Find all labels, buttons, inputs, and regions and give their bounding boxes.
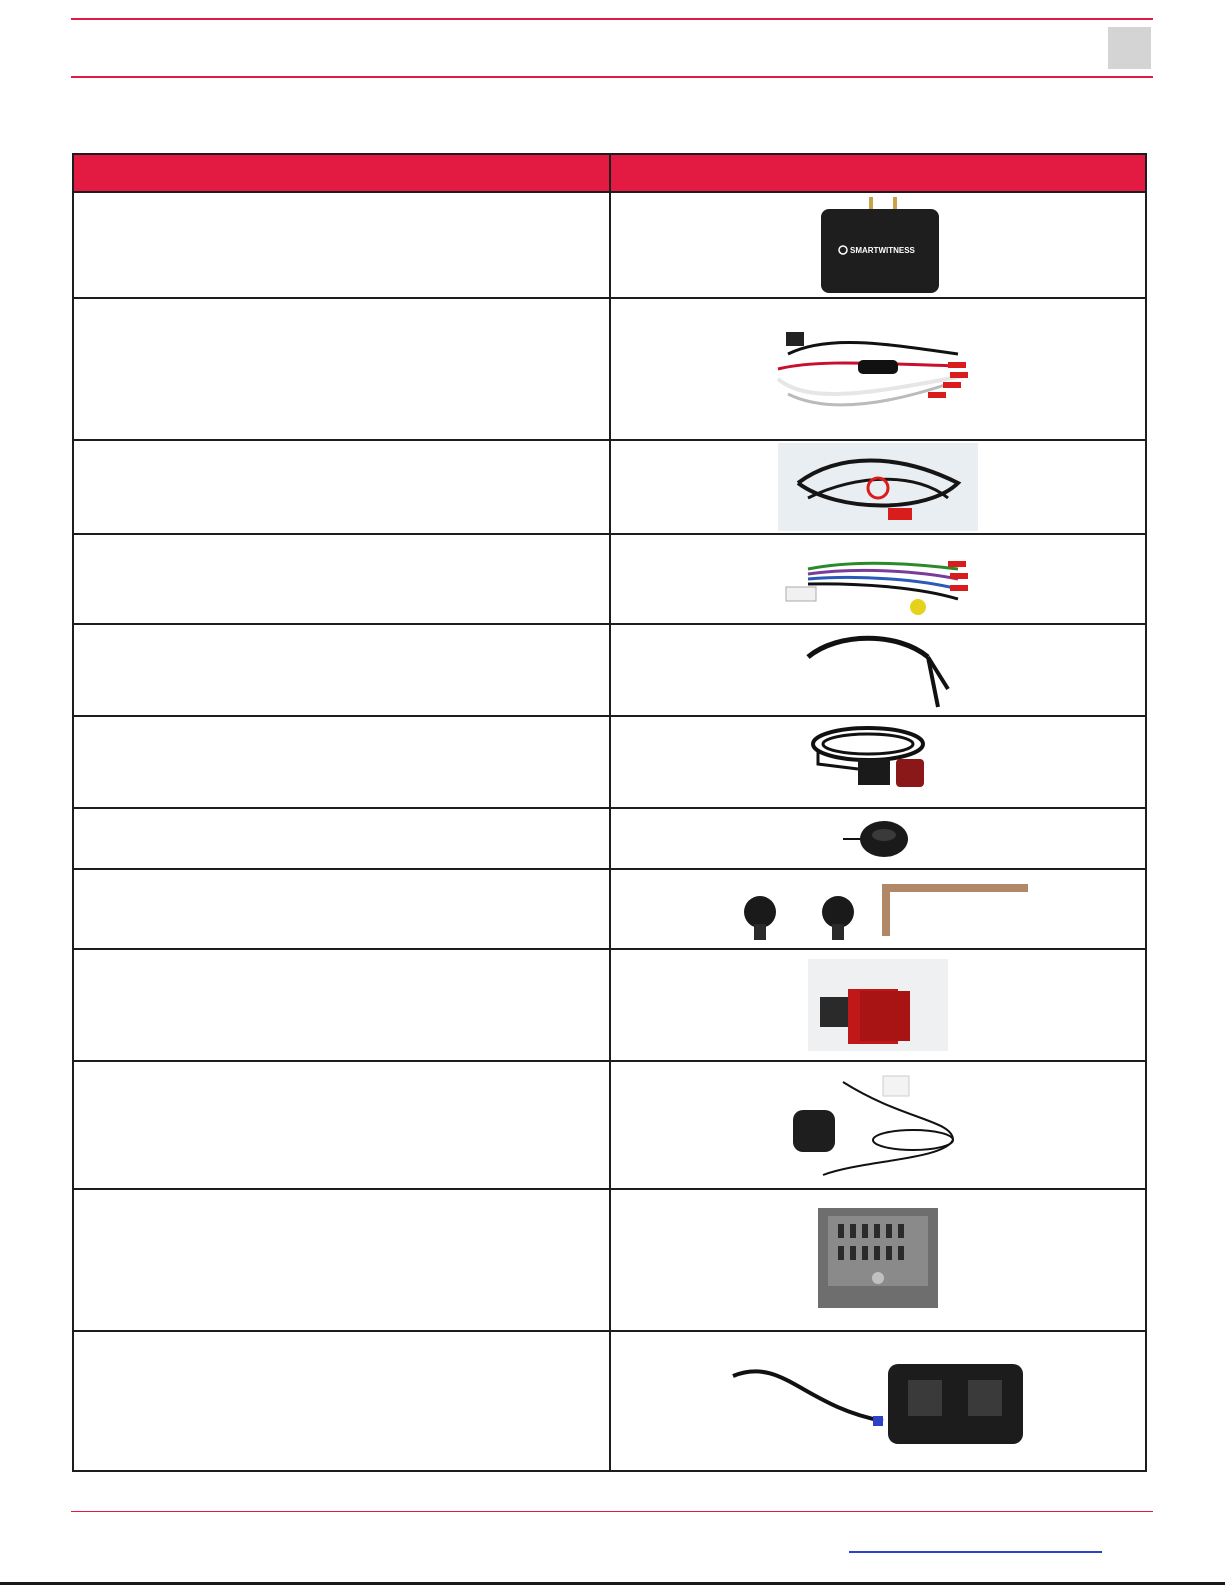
row-description <box>73 949 610 1061</box>
header-rule <box>71 76 1153 78</box>
row-image <box>610 716 1147 808</box>
antenna-image <box>783 1070 973 1180</box>
row-image <box>610 192 1147 298</box>
footer-link[interactable] <box>849 1551 1102 1553</box>
table-row <box>73 1189 1146 1331</box>
row-image <box>610 440 1147 534</box>
row-description <box>73 440 610 534</box>
table-row <box>73 298 1146 440</box>
row-description <box>73 1331 610 1471</box>
table-header-row <box>73 154 1146 192</box>
row-description <box>73 534 610 624</box>
row-image <box>610 1331 1147 1471</box>
row-description <box>73 1189 610 1331</box>
page-number-tab <box>1108 27 1151 69</box>
table-row <box>73 1061 1146 1189</box>
column-header-description <box>73 154 610 192</box>
external-module-image <box>723 1346 1033 1456</box>
bagged-brackets-image <box>808 959 948 1051</box>
row-description <box>73 192 610 298</box>
table-row <box>73 949 1146 1061</box>
row-image <box>610 808 1147 869</box>
recorder-logo-text: SMARTWITNESS <box>849 246 915 255</box>
metal-lockbox-image <box>808 1200 948 1320</box>
table-row <box>73 808 1146 869</box>
table-row <box>73 534 1146 624</box>
table-row <box>73 1331 1146 1471</box>
split-cable-image <box>798 627 958 713</box>
gps-module-image <box>798 719 958 805</box>
row-image <box>610 949 1147 1061</box>
microphone-image <box>838 813 918 865</box>
table-row <box>73 440 1146 534</box>
row-description <box>73 624 610 716</box>
power-harness-image <box>768 324 988 414</box>
table-row <box>73 869 1146 949</box>
row-description <box>73 716 610 808</box>
top-rule <box>71 18 1153 20</box>
screws-hex-key-image <box>718 874 1038 944</box>
row-description <box>73 298 610 440</box>
bagged-cable-image <box>778 443 978 531</box>
recorder-unit-image <box>813 195 943 295</box>
row-description <box>73 808 610 869</box>
table-row <box>73 716 1146 808</box>
row-image <box>610 1061 1147 1189</box>
row-image <box>610 869 1147 949</box>
footer-rule <box>71 1511 1153 1512</box>
row-image <box>610 624 1147 716</box>
io-harness-image <box>778 539 978 619</box>
table-row <box>73 624 1146 716</box>
table-row <box>73 192 1146 298</box>
row-description <box>73 869 610 949</box>
components-table <box>72 153 1147 1472</box>
row-description <box>73 1061 610 1189</box>
row-image <box>610 534 1147 624</box>
column-header-image <box>610 154 1147 192</box>
row-image <box>610 298 1147 440</box>
row-image <box>610 1189 1147 1331</box>
